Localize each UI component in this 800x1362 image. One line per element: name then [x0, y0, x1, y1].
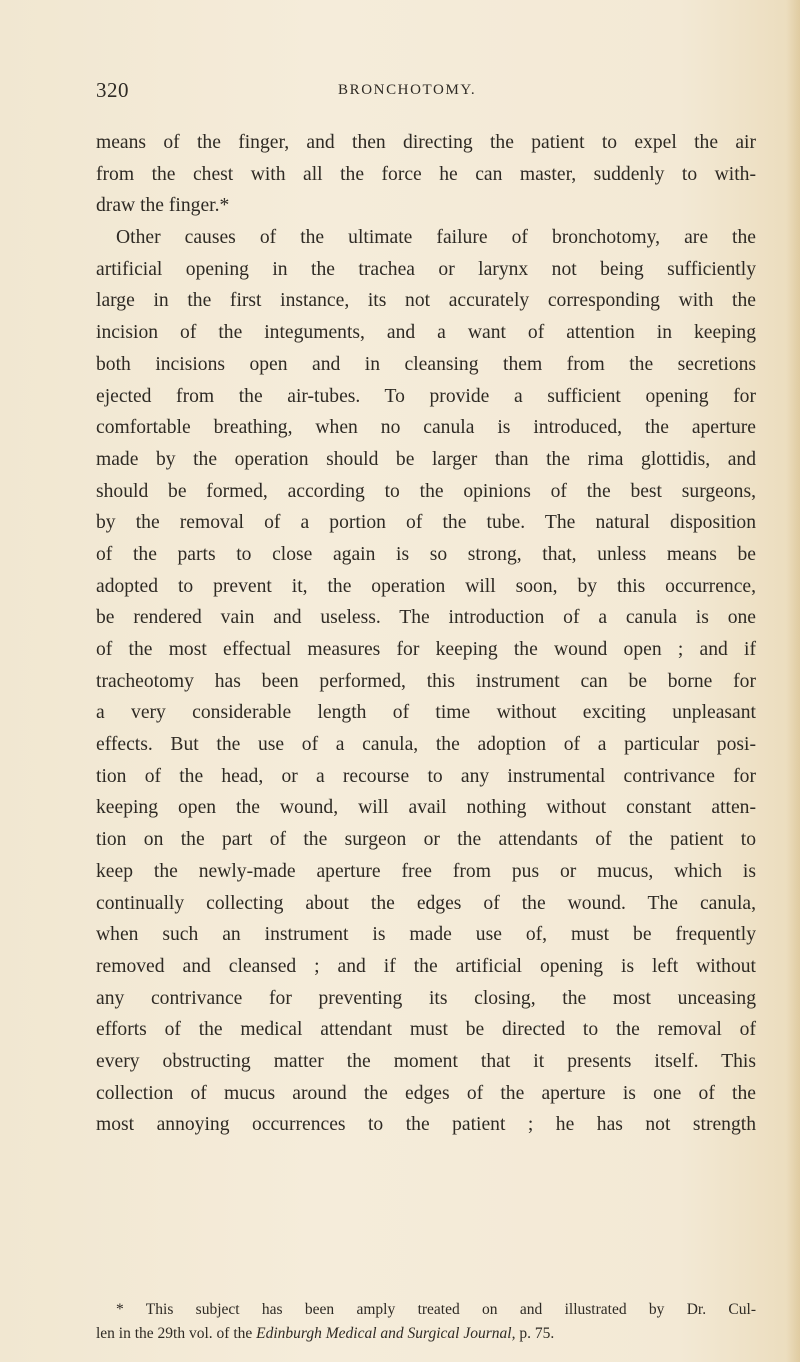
- text-line: made by the operation should be larger than the rima glottidis, and: [96, 448, 756, 470]
- text-line: by the removal of a portion of the tube. The natural disposition: [96, 512, 756, 534]
- footnote: [96, 1298, 756, 1346]
- text-line: ejected from the air-tubes. To provide a sufficient opening for: [96, 385, 756, 407]
- text-line: keeping open the wound, will avail nothing without constant atten-: [96, 797, 756, 819]
- text-line: efforts of the medical attendant must be directed to the removal of: [96, 1019, 756, 1041]
- footnote-text: p. 75.: [515, 1325, 555, 1342]
- footnote-text: len in the 29th vol. of the: [96, 1325, 257, 1342]
- page-edge-shadow: [786, 0, 800, 1362]
- text-line: when such an instrument is made use of, must be frequently: [96, 924, 756, 946]
- text-line: effects. But the use of a canula, the adoption of a particular posi-: [96, 734, 756, 756]
- text-line: most annoying occurrences to the patient ; he has not strength: [96, 1114, 756, 1136]
- text-line: collection of mucus around the edges of the aperture is one of the: [96, 1082, 756, 1104]
- body-text: [96, 127, 756, 1141]
- text-line: comfortable breathing, when no canula is introduced, the aperture: [96, 417, 756, 439]
- footnote-line: * This subject has been amply treated on and illustrated by Dr. Cul-: [116, 1301, 756, 1318]
- text-line: be rendered vain and useless. The introduction of a canula is one: [96, 607, 756, 629]
- text-line: adopted to prevent it, the operation will soon, by this occurrence,: [96, 575, 756, 597]
- text-line: any contrivance for preventing its closing, the most unceasing: [96, 987, 756, 1009]
- running-title: BRONCHOTOMY.: [338, 82, 477, 98]
- footnote-line: [96, 1322, 756, 1346]
- text-line: tion on the part of the surgeon or the attendants of the patient to: [96, 829, 756, 851]
- text-line: of the parts to close again is so strong, that, unless means be: [96, 543, 756, 565]
- text-line: of the most effectual measures for keeping the wound open ; and if: [96, 639, 756, 660]
- text-line: draw the finger.*: [96, 195, 230, 217]
- text-line: should be formed, according to the opinions of the best surgeons,: [96, 480, 756, 502]
- text-line: large in the first instance, its not accurately corresponding with the: [96, 290, 756, 312]
- text-line: both incisions open and in cleansing them from the secretions: [96, 353, 756, 375]
- text-line: means of the finger, and then directing the patient to expel the air: [96, 132, 756, 153]
- text-line: tracheotomy has been performed, this instrument can be borne for: [96, 670, 756, 692]
- text-line: tion of the head, or a recourse to any instrumental contrivance for: [96, 765, 756, 787]
- text-line: every obstructing matter the moment that it presents itself. This: [96, 1050, 756, 1072]
- text-line: artificial opening in the trachea or larynx not being sufficiently: [96, 258, 756, 280]
- text-line: continually collecting about the edges of the wound. The canula,: [96, 892, 756, 914]
- text-line: Other causes of the ultimate failure of bronchotomy, are the: [116, 227, 756, 249]
- text-line: incision of the integuments, and a want of attention in keeping: [96, 322, 756, 344]
- text-line: keep the newly-made aperture free from pus or mucus, which is: [96, 860, 756, 882]
- journal-title: Edinburgh Medical and Surgical Journal,: [256, 1325, 516, 1342]
- page-header: [0, 78, 800, 108]
- text-line: removed and cleansed ; and if the artificial opening is left without: [96, 955, 756, 977]
- page-number: 320: [96, 78, 129, 102]
- text-line: from the chest with all the force he can master, suddenly to with-: [96, 163, 756, 185]
- text-line: a very considerable length of time without exciting unpleasant: [96, 702, 756, 724]
